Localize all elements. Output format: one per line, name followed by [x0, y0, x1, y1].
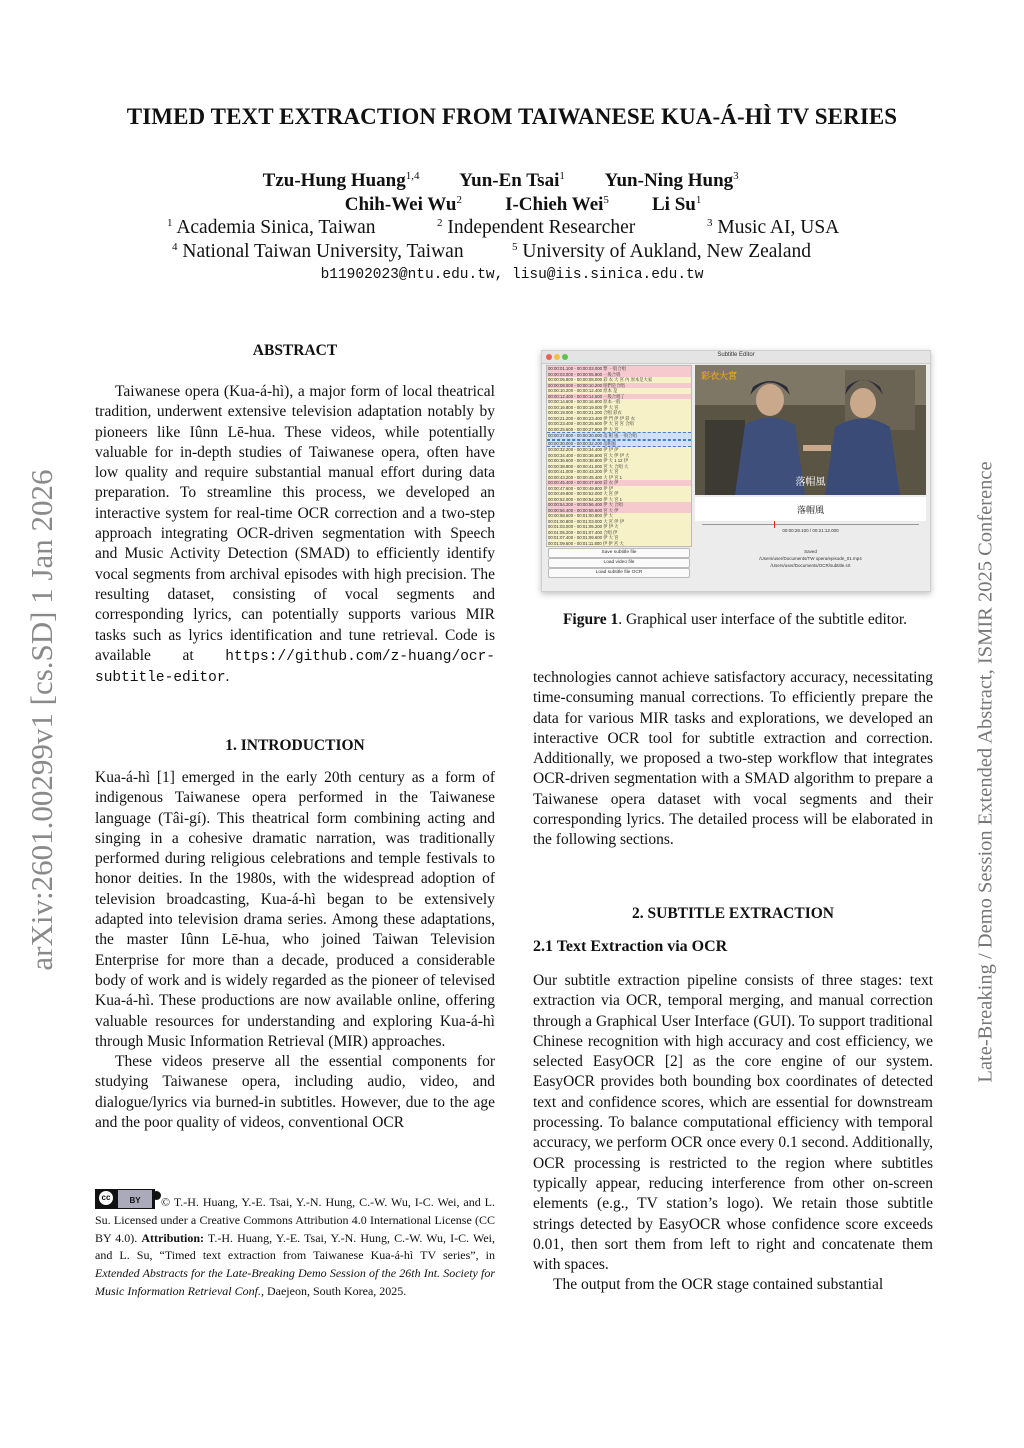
arxiv-id: arXiv:2601.00299v1 [cs.SD] 1 Jan 2026 [24, 469, 59, 971]
window-title: Subtitle Editor [717, 352, 755, 358]
author-2: Yun-En Tsai$^1$ [459, 170, 565, 191]
authors-row-2 [0, 194, 1024, 216]
intro-paragraph-1: Kua-á-hì [1] emerged in the early 20th century as a form of indigenous Taiwanese opera performed in the Taiwanese language (Tâi-gí). This theatrical form combining acting and singing in a cohesive dramatic narration, was traditionally performed during religious celebrations and temple festivals to honor deities. In the 1980s, with the widespread adoption of television broadcasting, Kua-á-hì began to be extensively adapted into television drama series. Among these adaptations, the master Iûnn Lē-hua, who joined Taiwan Television Enterprise for more than a decade, produced a considerable body of work and is widely regarded as the pioneer of televised Kua-á-hì. These productions are now available online, offering valuable resources for understanding and exploring Kua-á-hì through Music Information Retrieval (MIR) approaches. [95, 769, 495, 1050]
subtitle-row[interactable]: 00:00:25.600 - 00:00:27.800 伊 大 宮 [547, 427, 691, 433]
abstract-heading: ABSTRACT [252, 342, 338, 359]
load-subtitle-button[interactable]: Load subtitle file OCR [548, 568, 690, 578]
section2-paragraph-1: Our subtitle extraction pipeline consists of three stages: text extraction via OCR, temporal merging, and manual correction through a Graphical User Interface (GUI). To support traditional Chinese recognition with high accuracy and cost efficiency, we selected EasyOCR [2] as the core engine of our system. EasyOCR provides both bounding box coordinates of detected text and confidence scores, which are essential for downstream processing. To balance computational efficiency with temporal accuracy, we perform OCR once every 0.1 second. Additionally, OCR processing is restricted to the region where subtitles typically appear, reducing interference from other on-screen elements (e.g., TV station’s logo). We retain those subtitle strings detected by EasyOCR whose confidence score exceeds 0.01, then sort them from left to right and concatenate them with spaces. [533, 972, 933, 1274]
affiliation-3: $^3$ Music AI, USA [707, 217, 840, 238]
email-line: b11902023@ntu.edu.tw, lisu@iis.sinica.edu.tw [320, 267, 704, 283]
conference-note [956, 425, 1016, 1125]
abstract-body: Taiwanese opera (Kua-á-hì), a major form of local theatrical tradition, underwent extensive television adaptation notably by pioneers like Iûnn Lē-hua. These videos, while potentially valuable for in-depth studies of Taiwanese opera, often have low quality and require substantial manual effort during data preparation. To streamline this process, we developed an interactive system for real-time OCR correction and a two-step approach integrating OCR-driven segmentation with Speech and Music Activity Detection (SMAD) to efficiently identify vocal segments from archival episodes with high precision. The resulting dataset, consisting of vocal segments and corresponding lyrics, can potentially supports various MIR tasks such as lyrics identification and tune retrieval. Code is available at https://github.com/z-huang/ocr-subtitle-editor. [95, 383, 495, 687]
subtitle-row[interactable]: 00:01:07.400 - 00:01:09.600 伊 大 宮 [547, 535, 691, 541]
subtitle-row[interactable]: 00:00:19.000 - 00:00:21.200 合唱 彩衣 [547, 410, 691, 416]
author-3: Yun-Ning Hung$^3$ [604, 170, 739, 191]
cc-by-icon: cc BY [95, 1189, 155, 1209]
subtitle-row[interactable]: 00:00:32.200 - 00:00:34.400 伊 伊 伊 [547, 447, 691, 453]
intro-paragraph-2: These videos preserve all the essential components for studying Taiwanese opera, including audio, video, and dialogue/lyrics via burned-in subtitles. However, due to the age and the poor quality of videos, conventional OCR [95, 1053, 495, 1132]
intro-continued [533, 668, 933, 851]
subtitle-row[interactable]: 00:00:56.400 - 00:00:58.600 宮 大 伊 [547, 508, 691, 514]
author-1: Tzu-Hung Huang$^{1,4}$ [262, 170, 420, 191]
video-path: /Users/user/Documents/TW opera/episode_01.mp4 [759, 556, 862, 561]
subtitle-row[interactable]: 00:00:30.000 - 00:00:32.200 落帽風 [547, 440, 691, 448]
load-video-button[interactable]: Load video file [548, 558, 690, 568]
video-frame[interactable] [695, 365, 926, 495]
subtitle-row[interactable]: 00:00:58.600 - 00:01:00.800 伊 大 [547, 513, 691, 519]
subtitle-row[interactable]: 00:01:03.000 - 00:01:05.200 伊 伊 大 [547, 524, 691, 530]
subtitle-path: /Users/user/Documents/OCR/subtitle.srt [770, 563, 851, 568]
section2-paragraph-2: The output from the OCR stage contained substantial [553, 1276, 884, 1294]
subtitle-row[interactable]: 00:00:36.600 - 00:00:38.800 伊 大 1 12 伊 [547, 458, 691, 464]
section2-body [533, 971, 933, 1296]
window-titlebar [542, 351, 930, 364]
subtitle-text-field[interactable]: 落帽風 [695, 497, 926, 521]
author-5: I-Chieh Wei$^5$ [505, 194, 609, 215]
subtitle-row[interactable]: 00:00:43.200 - 00:00:45.400 大 伊 宮 1 [547, 475, 691, 481]
save-subtitle-button[interactable]: Save subtitle file [548, 548, 690, 558]
subtitle-row[interactable]: 00:00:14.600 - 00:00:16.800 原本一般 [547, 399, 691, 405]
subtitle-list[interactable] [546, 365, 692, 547]
paper-title: TIMED TEXT EXTRACTION FROM TAIWANESE KUA-Á-HÌ TV SERIES [126, 104, 898, 129]
arxiv-stamp [14, 430, 70, 1010]
subtitle-row[interactable]: 00:00:38.800 - 00:00:41.000 宮 大 合唱 大 [547, 464, 691, 470]
timeline-slider[interactable] [702, 524, 919, 525]
subtitle-row[interactable]: 00:00:41.000 - 00:00:43.200 伊 大 宮 [547, 469, 691, 475]
subtitle-row[interactable]: 00:00:03.000 - 00:00:05.800 一般合唱 [547, 372, 691, 378]
figure-caption: Figure 1. Graphical user interface of the subtitle editor. [562, 611, 908, 628]
right-paragraph-1: technologies cannot achieve satisfactory accuracy, necessitating time-consuming manual corrections. To efficiently prepare the data for various MIR tasks and explorations, we developed an interactive OCR tool for subtitle extraction and correction. Additionally, we proposed a two-step workflow that integrates OCR-driven segmentation with a SMAD algorithm to prepare a Taiwanese opera dataset with vocal segments and their corresponding lyrics. The detailed process will be elaborated in the following sections. [533, 669, 933, 849]
subtitle-editor-figure [541, 350, 931, 592]
affiliation-4: $^4$ National Taiwan University, Taiwan [172, 241, 464, 262]
subtitle-row[interactable]: 00:00:27.800 - 00:00:30.000 落 帽 風 一般合唱 [547, 432, 691, 440]
subtitle-row[interactable]: 00:00:54.200 - 00:00:56.400 伊 大 合唱 [547, 502, 691, 508]
subtitle-row[interactable]: 00:00:47.600 - 00:00:49.800 伊 伊 [547, 486, 691, 492]
code-link[interactable]: https://github.com/z-huang/ocr-subtitle-editor [95, 648, 495, 687]
subtitle-row[interactable]: 00:00:52.000 - 00:00:54.200 伊 大 宮 1 [547, 497, 691, 503]
abstract-text: Taiwanese opera (Kua-á-hì), a major form of local theatrical tradition, underwent extensive television adaptation notably by pioneers like Iûnn Lē-hua. These videos, while potentially valuable for in-depth studies of Taiwanese opera, often have low quality and require substantial manual effort during data preparation. To streamline this process, we developed an interactive system for real-time OCR correction and a two-step approach integrating OCR-driven segmentation with Speech and Music Activity Detection (SMAD) to efficiently identify vocal segments from archival episodes with high precision. The resulting dataset, consisting of vocal segments and corresponding lyrics, can potentially supports various MIR tasks such as lyrics identification and tune retrieval. Code is available at [95, 383, 495, 664]
time-readout: 00:00:28.100 / 00:21:12.000 [782, 528, 839, 533]
save-status: Saved [804, 549, 817, 554]
subtitle-row[interactable]: 00:01:05.200 - 00:01:07.400 合唱 伊 [547, 530, 691, 536]
subtitle-row[interactable]: 00:00:23.400 - 00:00:25.600 伊 大 宮 宮 合唱 [547, 421, 691, 427]
authors-row-1 [0, 170, 1024, 192]
subtitle-row[interactable]: 00:00:01.100 - 00:00:03.000 繁 一般合唱 [547, 366, 691, 372]
affiliation-2: $^2$ Independent Researcher [437, 217, 636, 238]
side-note-text: Late-Breaking / Demo Session Extended Abstract, ISMIR 2025 Conference [974, 461, 997, 1083]
license-footnote: cc BY © T.-H. Huang, Y.-E. Tsai, Y.-N. Hung, C.-W. Wu, I-C. Wei, and L. Su. Licensed under a Creative Commons Attribution 4.0 International License (CC BY 4.0). Attribution: T.-H. Huang, Y.-E. Tsai, Y.-N. Hung, C.-W. Wu, I-C. Wei, and L. Su, “Timed text extraction from Taiwanese Kua-á-hì TV series”, in Extended Abstracts for the Late-Breaking Demo Session of the 26th Int. Society for Music Information Retrieval Conf., Daejeon, South Korea, 2025. [95, 1189, 495, 1301]
section2-heading: 2. SUBTITLE EXTRACTION [632, 905, 834, 922]
subsection-heading: 2.1 Text Extraction via OCR [533, 938, 728, 955]
subtitle-row[interactable]: 00:00:21.200 - 00:00:23.400 伊 門 伊 伊 彩 衣 [547, 416, 691, 422]
playhead[interactable] [774, 521, 775, 528]
video-burned-subtitle: 落帽風 [795, 477, 826, 488]
subtitle-row[interactable]: 00:00:45.400 - 00:00:47.600 彩 衣 伊 [547, 480, 691, 486]
subtitle-row[interactable]: 00:00:34.400 - 00:00:36.600 宮 大 伊 伊 大 [547, 453, 691, 459]
author-6: Li Su$^1$ [652, 194, 702, 215]
affiliation-1: $^1$ Academia Sinica, Taiwan [167, 217, 376, 238]
subtitle-row[interactable]: 00:01:09.600 - 00:01:11.800 伊 伊 宮 大 [547, 541, 691, 547]
intro-heading: 1. INTRODUCTION [225, 737, 365, 754]
affiliation-5: $^5$ University of Aukland, New Zealand [512, 241, 812, 262]
subtitle-row[interactable]: 00:00:16.800 - 00:00:19.000 伊 大 宮 [547, 405, 691, 411]
subtitle-row[interactable]: 00:01:00.800 - 00:01:03.000 大 宮 伊 伊 [547, 519, 691, 525]
subtitle-row[interactable]: 00:00:05.800 - 00:00:08.000 彩 衣 大 宮 內 原本是大家 [547, 377, 691, 383]
affiliations-row-2 [0, 241, 1024, 263]
subtitle-row[interactable]: 00:00:08.000 - 00:00:10.200 咱們是合唱 [547, 383, 691, 389]
video-top-caption: 彩衣大宮 [701, 372, 738, 382]
author-4: Chih-Wei Wu$^2$ [344, 194, 462, 215]
intro-body [95, 768, 495, 1133]
subtitle-row[interactable]: 00:00:49.800 - 00:00:52.000 大 宮 伊 [547, 491, 691, 497]
subtitle-row[interactable]: 00:00:12.400 - 00:00:14.600 一般合唱了 [547, 394, 691, 400]
affiliations-row-1 [0, 217, 1024, 239]
subtitle-row[interactable]: 00:00:10.200 - 00:00:12.400 原本 是 [547, 388, 691, 394]
